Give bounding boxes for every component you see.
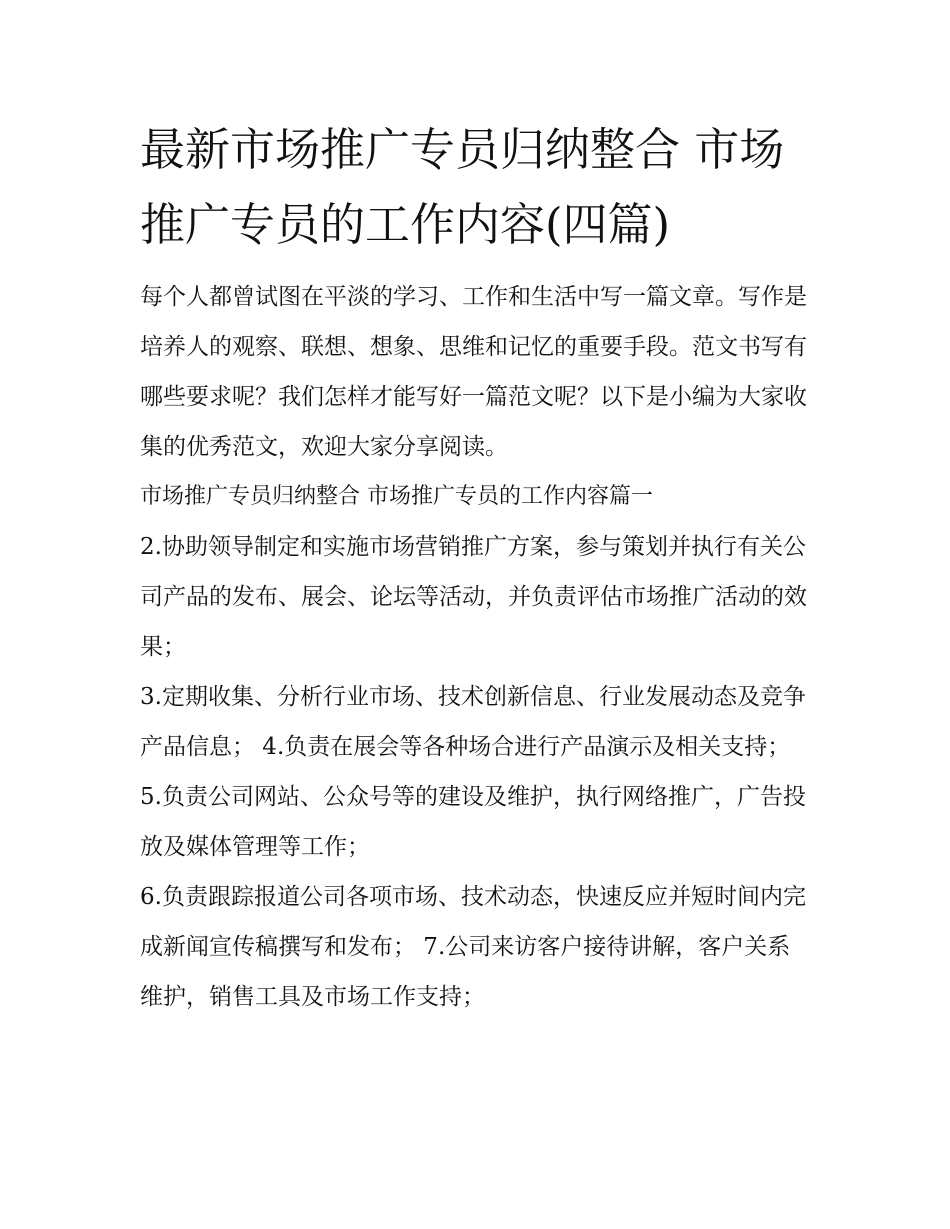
document-title: 最新市场推广专员归纳整合 市场推广专员的工作内容(四篇): [140, 123, 785, 251]
list-item: 5.负责公司网站、公众号等的建设及维护，执行网络推广，广告投放及媒体管理等工作；: [140, 784, 806, 860]
intro-paragraph: 每个人都曾试图在平淡的学习、工作和生活中写一篇文章。写作是培养人的观察、联想、想象、思维和记忆的重要手段。范文书写有哪些要求呢？我们怎样才能写好一篇范文呢？以下是小编为大家收集的优秀范文，欢迎大家分享阅读。: [140, 284, 807, 460]
list-item: 2.协助领导制定和实施市场营销推广方案，参与策划并执行有关公司产品的发布、展会、论坛等活动，并负责评估市场推广活动的效果；: [140, 534, 807, 660]
list-item: 3.定期收集、分析行业市场、技术创新信息、行业发展动态及竞争产品信息； 4.负责在展会等各种场合进行产品演示及相关支持；: [140, 684, 806, 760]
section-heading: 市场推广专员归纳整合 市场推广专员的工作内容篇一: [140, 484, 653, 509]
list-item: 6.负责跟踪报道公司各项市场、技术动态，快速反应并短时间内完成新闻宣传稿撰写和发布； 7.公司来访客户接待讲解，客户关系维护，销售工具及市场工作支持；: [140, 884, 806, 1010]
document-page: [140, 112, 812, 1022]
